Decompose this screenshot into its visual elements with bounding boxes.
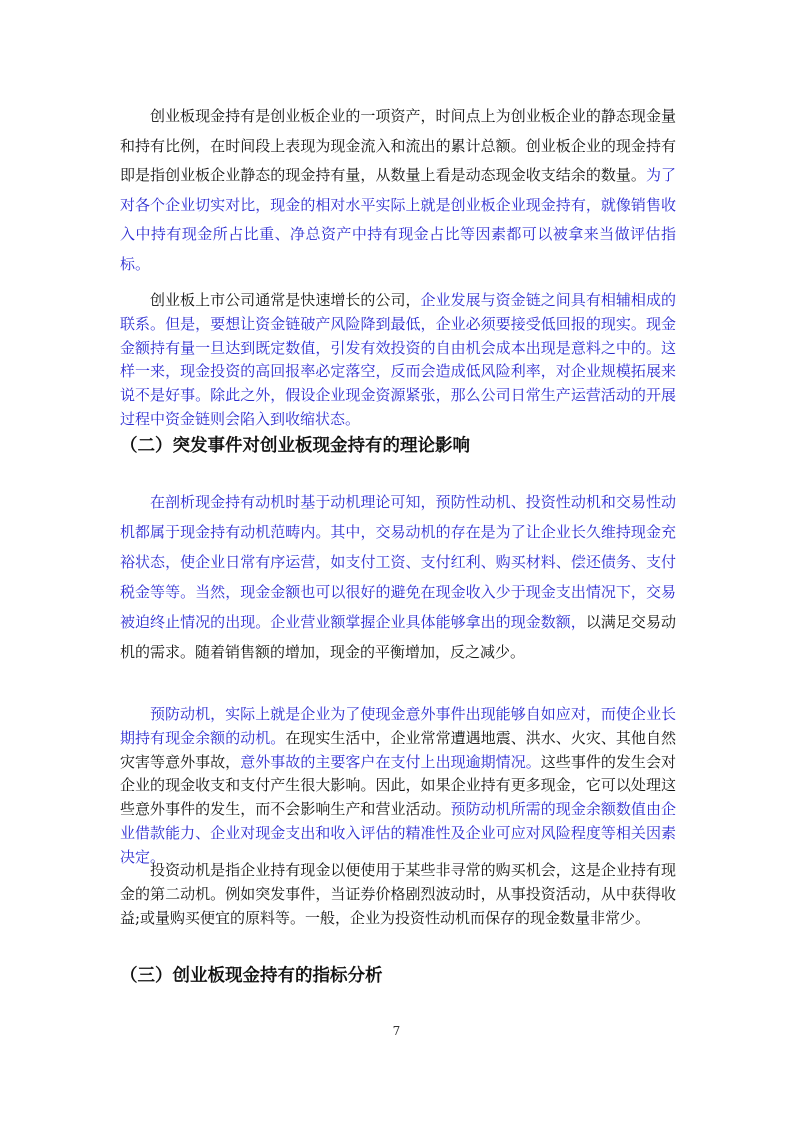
text-run: 创业板现金持有是创业板企业的一项资产，时间点上为创业板企业的静态现金量和持有比例，在时间段上表现为现金流入和流出的累计总额。创业板企业的现金持有即是指创业板企业静态的现金持有量，从数量上看是动态现金收支结余的数量。 bbox=[120, 107, 676, 184]
highlighted-text-run: 企业发展与资金链之间具有相辅相成的联系。但是，要想让资金链破产风险降到最低，企业必须要接受低回报的现实。现金金额持有量一旦达到既定数值，引发有效投资的自由机会成本出现是意料之中的。这样一来，现金投资的高回报率必定落空，反而会造成低风险利率，对企业规模拓展来说不是好事。除此之外，假设企业现金资源紧张，那么公司日常生产运营活动的开展过程中资金链则会陷入到收缩状态。 bbox=[120, 291, 676, 428]
highlighted-text-run: 预防动机所需的现金余额数值由企业借款能力、企业对现金支出和收入评估的精准性及企业可应对风险程度等相关因素决定。 bbox=[120, 800, 676, 866]
highlighted-text-run: 为了对各个企业切实对比，现金的相对水平实际上就是创业板企业现金持有，就像销售收入中持有现金所占比重、净总资产中持有现金占比等因素都可以被拿来当做评估指标。 bbox=[120, 166, 676, 273]
paragraph-growth-and-funding-chain bbox=[120, 289, 676, 432]
text-run: 投资动机是指企业持有现金以便使用于某些非寻常的购买机会，这是企业持有现金的第二动机。例如突发事件，当证券价格剧烈波动时，从事投资活动，从中获得收益;或量购买便宜的原料等。一般，企业为投资性动机而保存的现金数量非常少。 bbox=[120, 861, 676, 927]
page-number: 7 bbox=[392, 1024, 401, 1038]
paragraph-precautionary-motive bbox=[120, 703, 676, 870]
highlighted-text-run: 预防动机，实际上就是企业为了使现金意外事件出现能够自如应对，而使企业长期持有现金余额的动机。 bbox=[120, 705, 676, 747]
highlighted-text-run: 在剖析现金持有动机时基于动机理论可知，预防性动机、投资性动机和交易性动机都属于现金持有动机范畴内。其中，交易动机的存在是为了让企业长久维持现金充裕状态，使企业日常有序运营，如支付工资、支付红利、购买材料、偿还债务、支付税金等等。当然，现金金额也可以很好的避免在现金收入少于现金支出情况下，交易被迫终止情况的出现。企业营业额掌握企业具体能够拿出的现金数额， bbox=[120, 493, 676, 631]
text-run: 以满足交易动机的需求。随着销售额的增加，现金的平衡增加，反之减少。 bbox=[120, 613, 676, 661]
paragraph-investment-motive bbox=[120, 859, 676, 930]
text-run: 在现实生活中，企业常常遭遇地震、洪水、火灾、其他自然灾害等意外事故， bbox=[120, 728, 676, 771]
section-heading-emergency-impact: （二）突发事件对创业板现金持有的理论影响 bbox=[120, 436, 470, 456]
text-run: 创业板上市公司通常是快速增长的公司， bbox=[150, 291, 421, 309]
text-run: 这些事件的发生会对企业的现金收支和支付产生很大影响。因此，如果企业持有更多现金，它可以处理这些意外事件的发生，而不会影响生产和营业活动。 bbox=[120, 752, 676, 819]
highlighted-text-run: 意外事故的主要客户在支付上出现逾期情况。 bbox=[240, 752, 541, 771]
section-heading-indicator-analysis: （三）创业板现金持有的指标分析 bbox=[120, 966, 383, 986]
paragraph-transaction-motive bbox=[120, 487, 676, 667]
paragraph-cash-holding-definition bbox=[120, 102, 676, 279]
